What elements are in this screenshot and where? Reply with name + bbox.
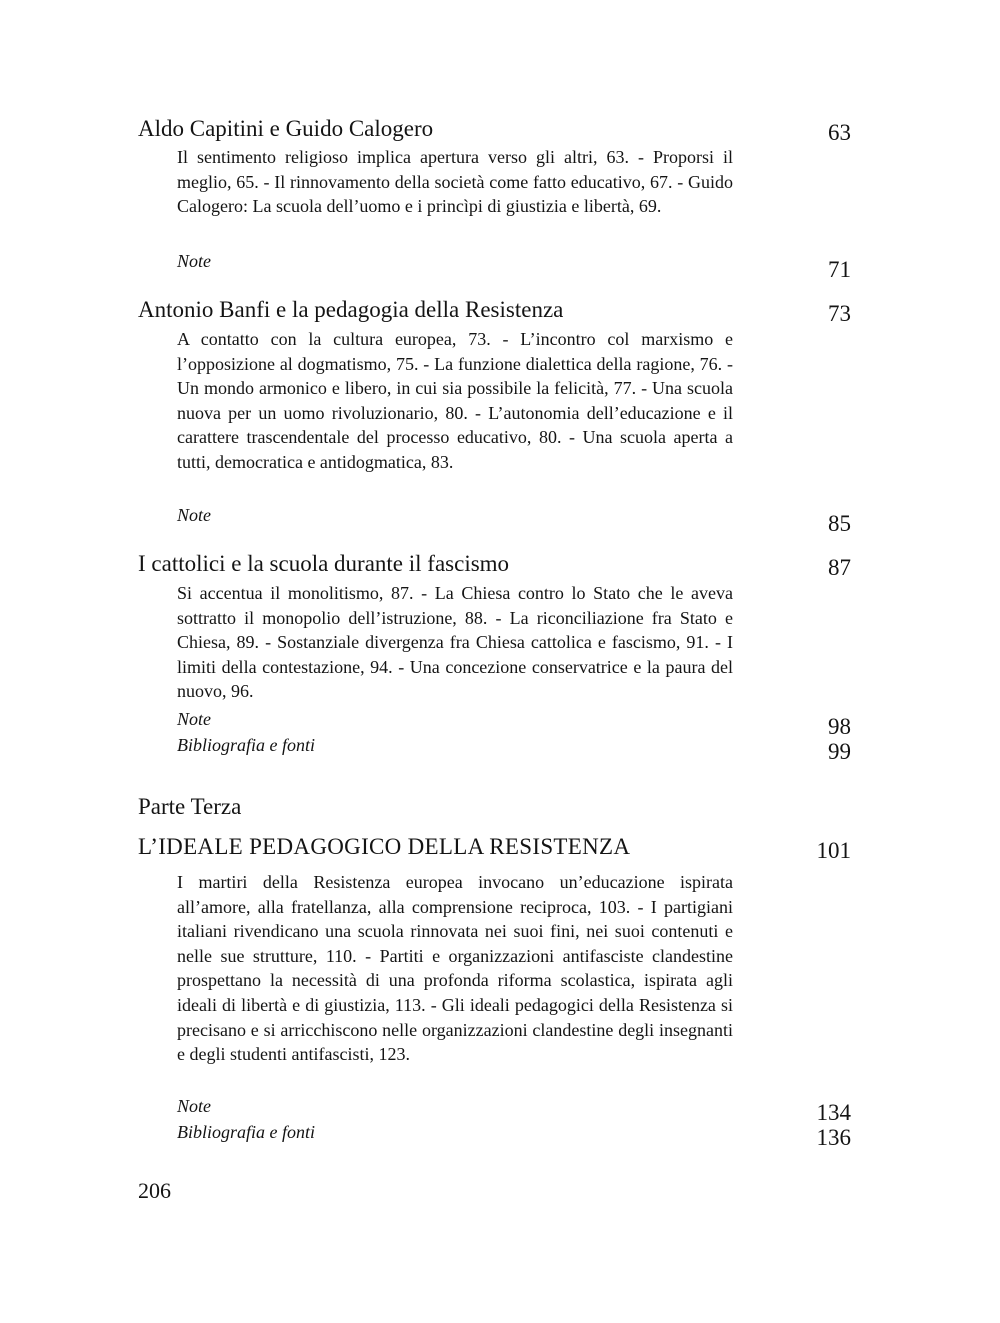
chapter-summary: A contatto con la cultura europea, 73. - L’incontro col marxismo e l’opposizione al dogmatismo, 75. - La funzione dialettica della ragione, 76. - Un mondo armonico e libero, in cui sia possibile la felicità, 77. - Una scuola nuova per un uomo rivoluzionario, 80. - L’autonomia dell’educazione e il carattere trascendentale del processo educativo, 80. - Una scuola aperta a tutti, democratica e antidogmatica, 83. <box>177 329 733 472</box>
part-summary: I martiri della Resistenza europea invocano un’educazione ispirata all’amore, alla fratellanza, alla comprensione reciproca, 103. - I partigiani italiani rivendicano una scuola rinnovata nei suoi fini, nei suoi contenuti e nelle sue strutture, 110. - Partiti e organizzazioni antifasciste clandestine prospettano la necessità di una profonda riforma scolastica, ispirata agli ideali di libertà e di giustizia, 113. - Gli ideali pedagogici della Resistenza si precisano e si arricchiscono nelle organizzazioni clandestine degli insegnanti e degli studenti antifascisti, 123. <box>177 872 733 1065</box>
notes-label: Note <box>177 251 211 271</box>
part-page: 101 <box>816 838 851 863</box>
chapter-summary: Si accentua il monolitismo, 87. - La Chiesa contro lo Stato che le aveva sottratto il monopolio dell’istruzione, 88. - La riconciliazione fra Stato e Chiesa, 89. - Sostanziale divergenza fra Chiesa cattolica e fascismo, 91. - I limiti della contestazione, 94. - Una concezione conservatrice e la paura del nuovo, 96. <box>177 583 733 702</box>
notes-label: Note <box>177 709 211 729</box>
bibliography-label: Bibliografia e fonti <box>177 1122 315 1142</box>
bibliography-label: Bibliografia e fonti <box>177 735 315 755</box>
notes-label: Note <box>177 505 211 525</box>
chapter-title: Aldo Capitini e Guido Calogero <box>138 116 434 141</box>
chapter-title: I cattolici e la scuola durante il fascismo <box>138 551 510 576</box>
chapter-page: 73 <box>828 301 851 326</box>
chapter-title: Antonio Banfi e la pedagogia della Resistenza <box>138 297 564 322</box>
chapter-summary: Il sentimento religioso implica apertura verso gli altri, 63. - Proporsi il meglio, 65. - Il rinnovamento della società come fatto educativo, 67. - Guido Calogero: La scuola dell’uomo e i princìpi di giustizia e libertà, 69. <box>177 147 733 217</box>
bibliography-page: 99 <box>828 739 851 764</box>
part-title: L’IDEALE PEDAGOGICO DELLA RESISTENZA <box>138 834 631 859</box>
page-number: 206 <box>138 1178 171 1203</box>
chapter-page: 87 <box>828 555 851 580</box>
notes-page: 85 <box>828 511 851 536</box>
part-label: Parte Terza <box>138 794 242 819</box>
notes-page: 134 <box>816 1100 851 1125</box>
notes-page: 98 <box>828 714 851 739</box>
bibliography-page: 136 <box>816 1125 851 1150</box>
notes-label: Note <box>177 1096 211 1116</box>
notes-page: 71 <box>828 257 851 282</box>
chapter-page: 63 <box>828 120 851 145</box>
